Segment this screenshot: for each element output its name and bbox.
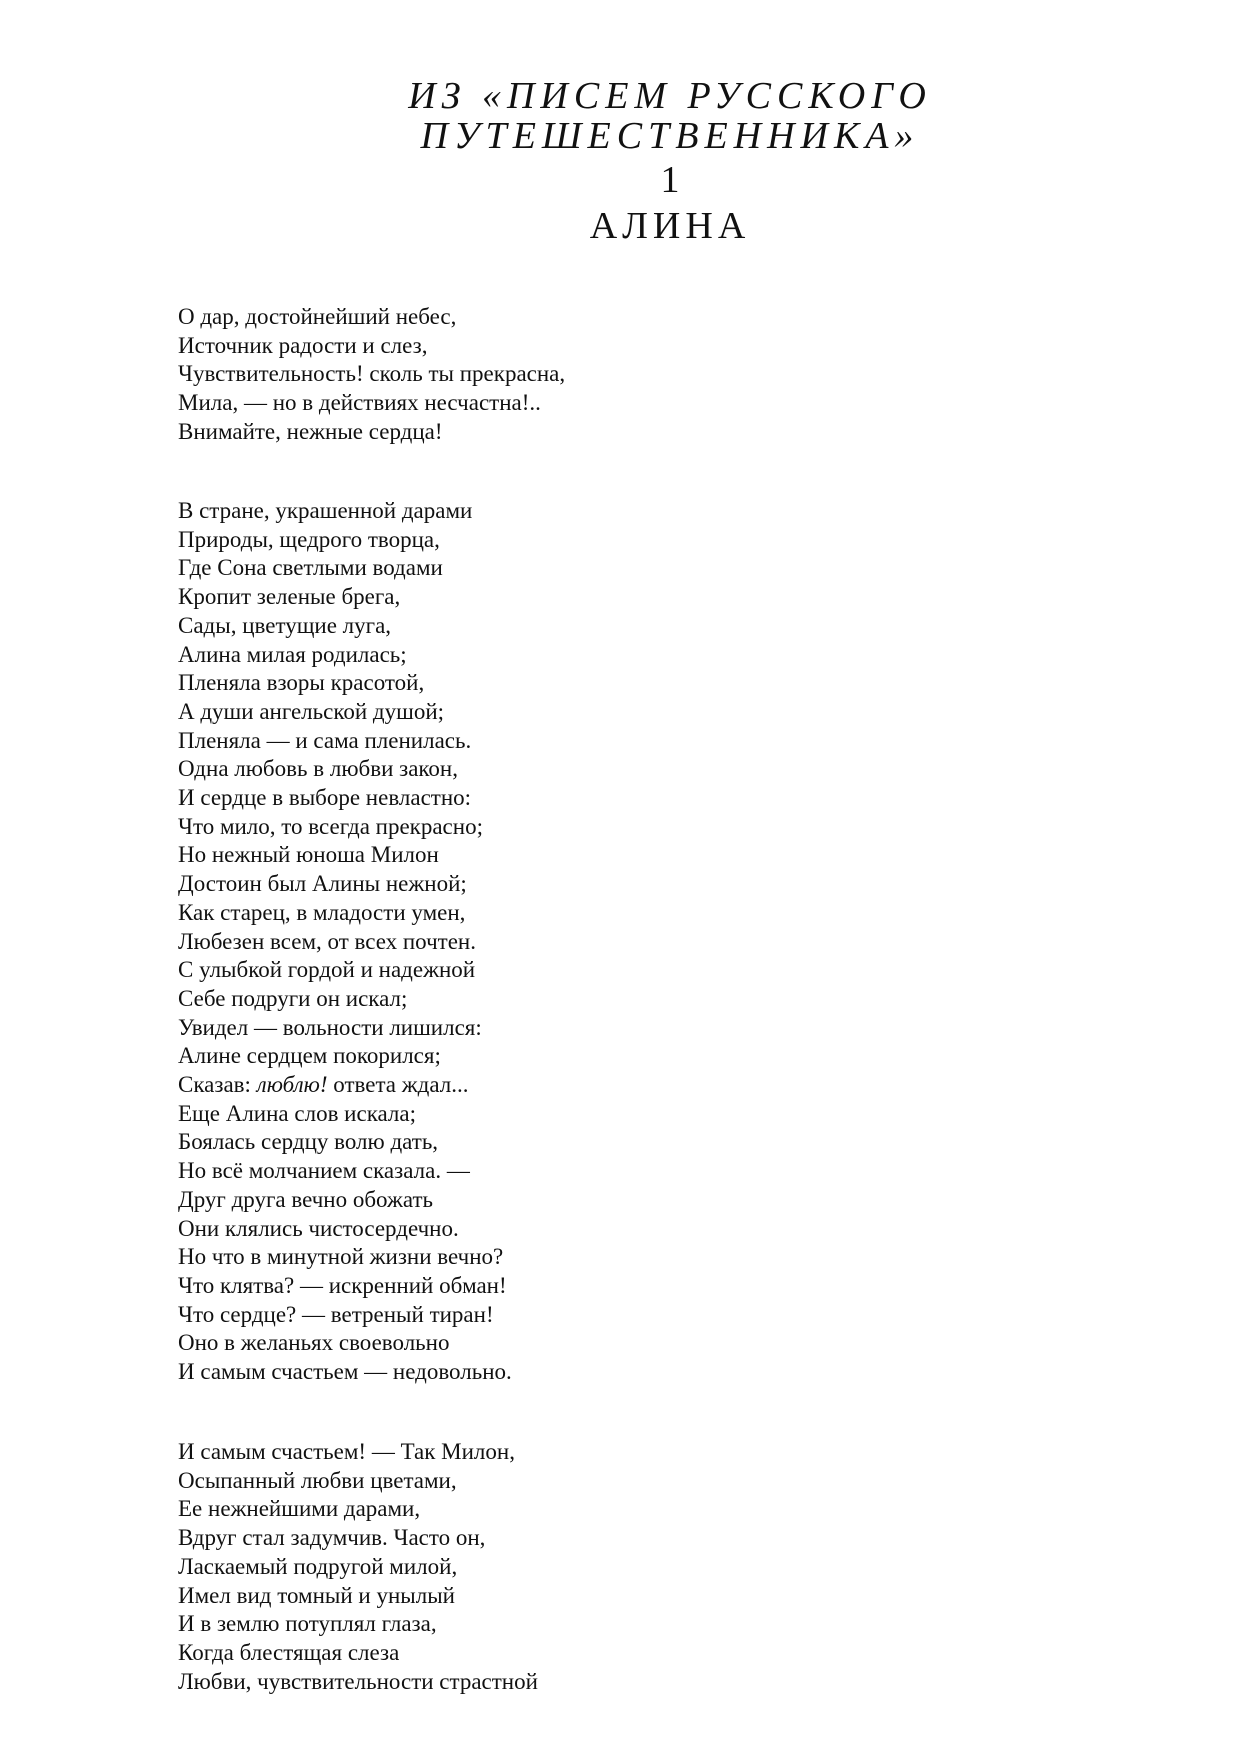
verse-line: Но что в минутной жизни вечно? xyxy=(178,1244,504,1270)
verse-line: Как старец, в младости умен, xyxy=(178,899,466,925)
verse-line: Любви, чувствительности страстной xyxy=(178,1668,538,1694)
verse-line: О дар, достойнейший небес, xyxy=(178,304,457,329)
verse-line: Вдруг стал задумчив. Часто он, xyxy=(178,1525,486,1551)
verse-line: Природы, щедрого творца, xyxy=(178,526,440,552)
verse-line: Друг друга вечно обожать xyxy=(178,1186,434,1212)
verse-line: Пленяла — и сама пленилась. xyxy=(178,727,472,753)
verse-line: Себе подруги он искал; xyxy=(178,985,408,1011)
verse-line: И самым счастьем — недовольно. xyxy=(178,1359,512,1385)
verse-line: Чувствительность! сколь ты прекрасна, xyxy=(178,361,566,387)
verse-line: Но всё молчанием сказала. — xyxy=(178,1158,470,1184)
poem-title: АЛИНА xyxy=(589,205,751,247)
title-line-2: ПУТЕШЕСТВЕННИКА» xyxy=(420,115,920,157)
verse-line: Что мило, то всегда прекрасно; xyxy=(178,813,483,839)
verse-line: Они клялись чистосердечно. xyxy=(178,1215,459,1241)
title-line-1: ИЗ «ПИСЕМ РУССКОГО xyxy=(408,75,932,117)
verse-line: Когда блестящая слеза xyxy=(178,1639,400,1665)
verse-line: Ее нежнейшими дарами, xyxy=(178,1496,421,1522)
verse-line-with-emphasis xyxy=(178,1071,1078,1100)
verse-line: Боялась сердцу волю дать, xyxy=(178,1129,439,1155)
verse-line: Внимайте, нежные сердца! xyxy=(178,418,443,444)
verse-line: Сады, цветущие луга, xyxy=(178,612,392,638)
verse-line: С улыбкой гордой и надежной xyxy=(178,957,476,983)
verse-line: Оно в желаньях своевольно xyxy=(178,1330,450,1356)
verse-line-before-emphasis: Сказав: xyxy=(178,1072,257,1098)
emphasized-word: люблю! xyxy=(256,1072,328,1098)
verse-line: Любезен всем, от всех почтен. xyxy=(178,928,476,954)
header xyxy=(330,76,1010,248)
verse-line: Мила, — но в действиях несчастна!.. xyxy=(178,390,541,416)
verse-line: И самым счастьем! — Так Милон, xyxy=(178,1439,515,1464)
verse-line: Одна любовь в любви закон, xyxy=(178,756,458,782)
verse-line: Осыпанный любви цветами, xyxy=(178,1467,457,1493)
stanza-1 xyxy=(178,303,1078,447)
stanza-3 xyxy=(178,1438,1078,1696)
verse-line-after-emphasis: ответа ждал... xyxy=(327,1072,469,1098)
verse-line: Где Сона светлыми водами xyxy=(178,555,443,581)
verse-line: И сердце в выборе невластно: xyxy=(178,785,472,811)
verse-line: Увидел — вольности лишился: xyxy=(178,1014,482,1040)
verse-line: Еще Алина слов искала; xyxy=(178,1100,417,1126)
stanza-2 xyxy=(178,497,1078,1387)
verse-line: Достоин был Алины нежной; xyxy=(178,871,467,897)
verse-line: Алине сердцем покорился; xyxy=(178,1043,441,1069)
verse-line: В стране, украшенной дарами xyxy=(178,498,473,523)
verse-line: Что сердце? — ветреный тиран! xyxy=(178,1301,494,1327)
part-number: 1 xyxy=(660,159,680,201)
verse-line: Алина милая родилась; xyxy=(178,641,407,667)
verse-line: Кропит зеленые брега, xyxy=(178,584,401,610)
verse-line: Имел вид томный и унылый xyxy=(178,1582,455,1608)
verse-line: А души ангельской душой; xyxy=(178,698,445,724)
verse-line: Пленяла взоры красотой, xyxy=(178,670,425,696)
verse-line: И в землю потуплял глаза, xyxy=(178,1611,437,1637)
verse-line: Ласкаемый подругой милой, xyxy=(178,1553,458,1579)
verse-line: Что клятва? — искренний обман! xyxy=(178,1272,507,1298)
verse-line: Но нежный юноша Милон xyxy=(178,842,439,868)
verse-line: Источник радости и слез, xyxy=(178,332,428,358)
